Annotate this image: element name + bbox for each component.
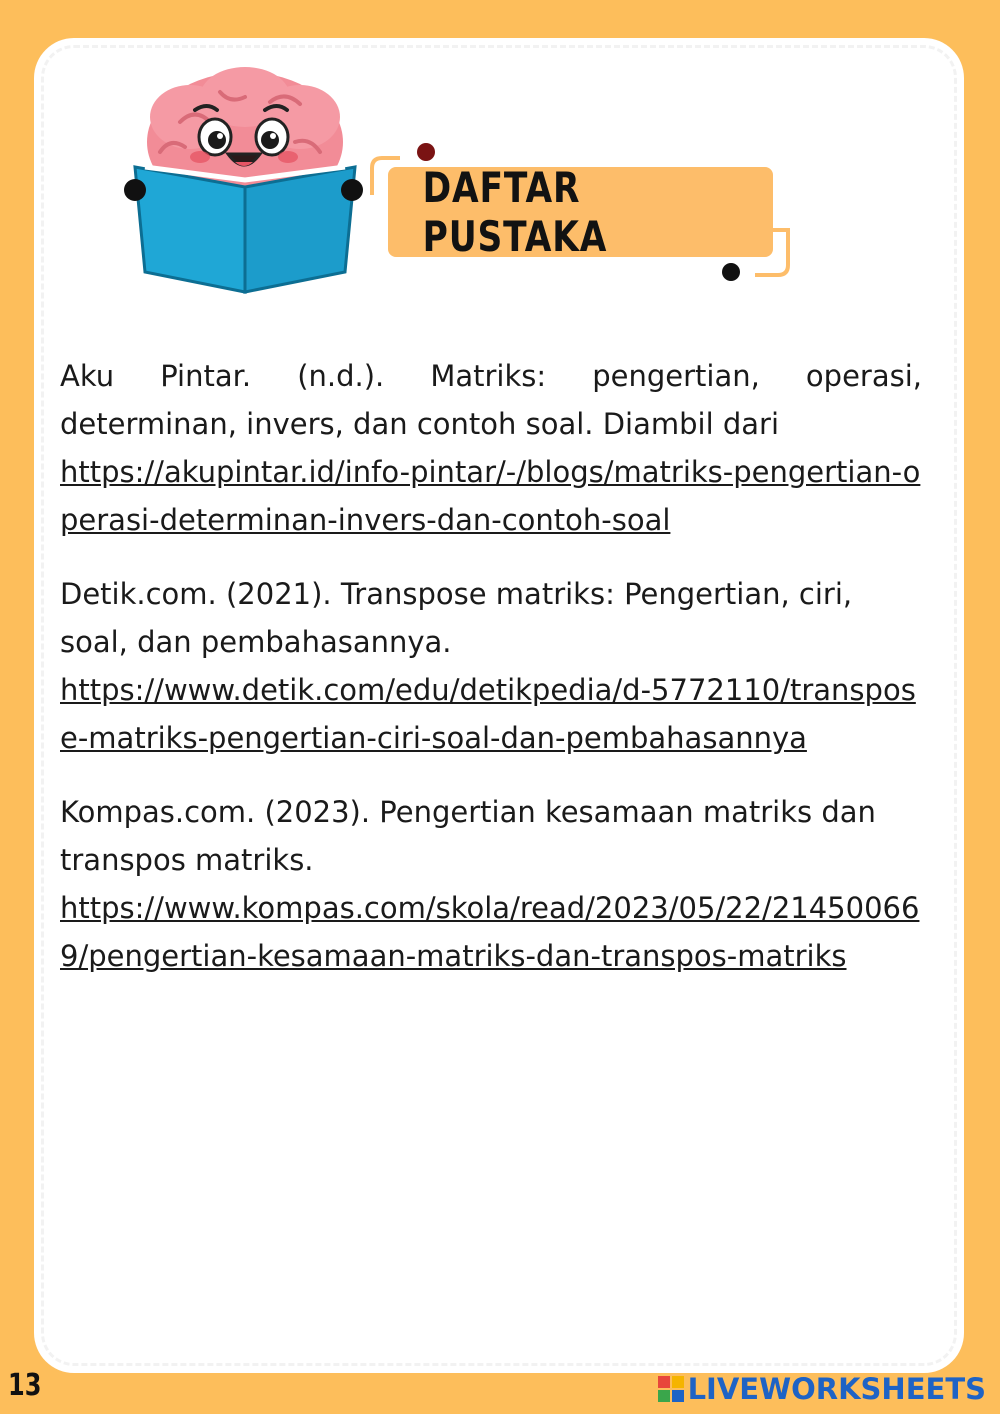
liveworksheets-logo-icon	[658, 1376, 684, 1402]
reference-link[interactable]: https://www.detik.com/edu/detikpedia/d-5772110/transpose-matriks-pengertian-ciri-soal-dan-pembahasannya	[60, 673, 916, 755]
title-banner	[360, 140, 800, 285]
reference-item	[60, 570, 922, 762]
reference-text: Aku Pintar. (n.d.). Matriks: pengertian, operasi, determinan, invers, dan contoh soal. Diambil dari	[60, 359, 922, 441]
reference-list	[60, 352, 922, 1006]
page-title: DAFTAR PUSTAKA	[422, 163, 608, 261]
reference-link[interactable]: https://www.kompas.com/skola/read/2023/05/22/214500669/pengertian-kesamaan-matriks-dan-transpos-matriks	[60, 891, 920, 973]
reference-link[interactable]: https://akupintar.id/info-pintar/-/blogs/matriks-pengertian-operasi-determinan-invers-dan-contoh-soal	[60, 455, 921, 537]
reference-item	[60, 788, 922, 980]
page-number: 13	[8, 1368, 42, 1403]
brand[interactable]	[658, 1372, 986, 1406]
reference-text: Detik.com. (2021). Transpose matriks: Pengertian, ciri, soal, dan pembahasannya.	[60, 577, 853, 659]
brand-name: LIVEWORKSHEETS	[687, 1372, 986, 1406]
title-box	[388, 163, 773, 261]
reference-item	[60, 352, 922, 544]
reference-text: Kompas.com. (2023). Pengertian kesamaan matriks dan transpos matriks.	[60, 795, 876, 877]
brain-reading-book-icon	[120, 62, 370, 302]
